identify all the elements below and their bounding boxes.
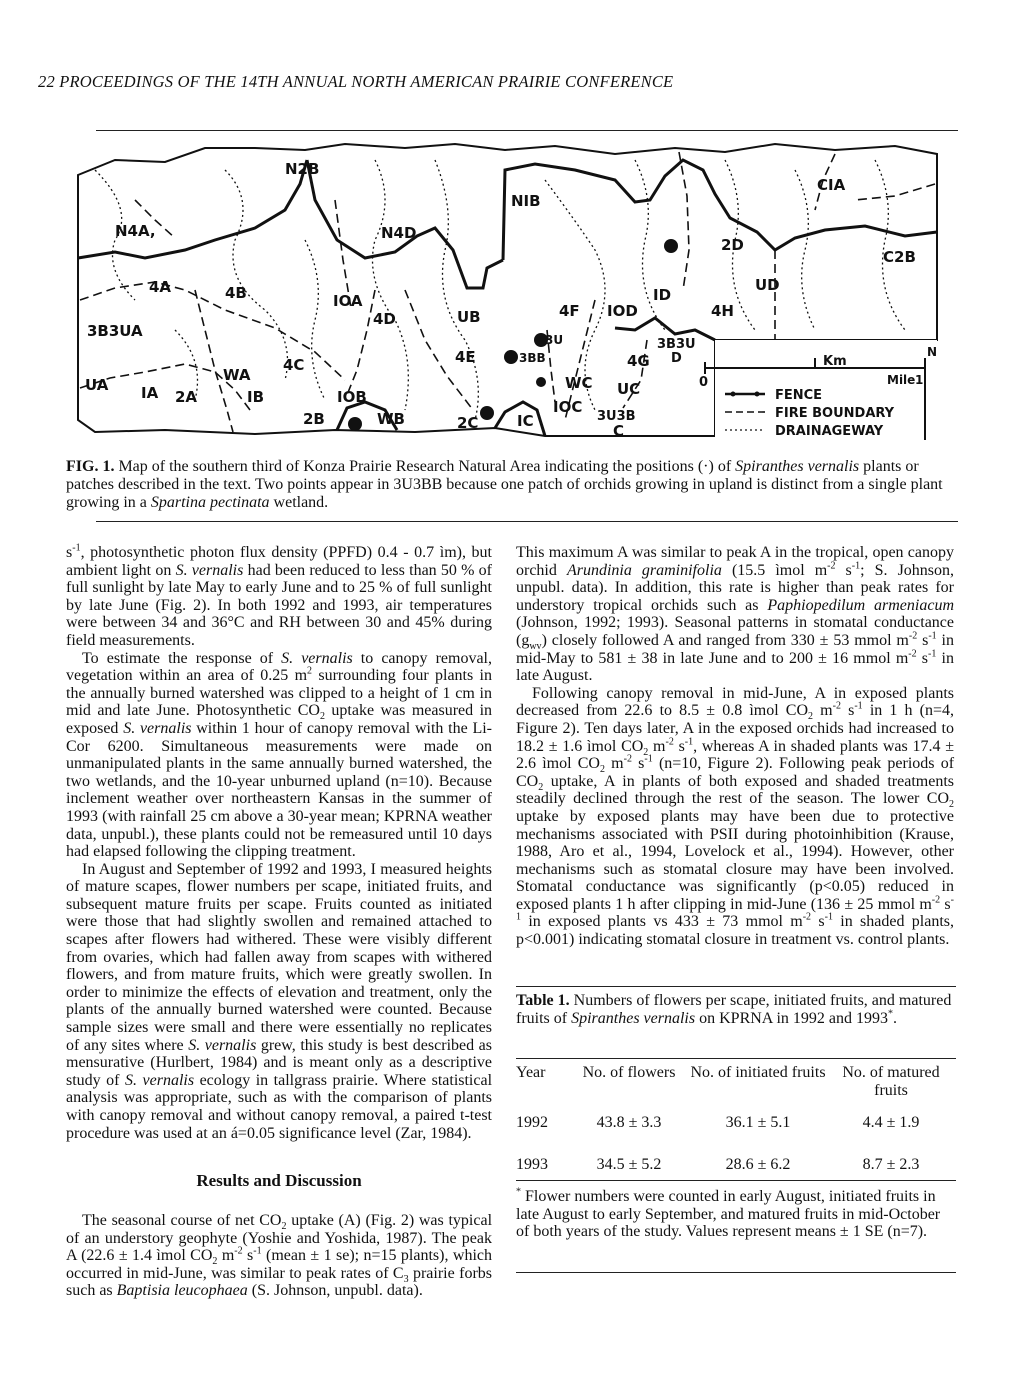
table-header-rule bbox=[516, 1058, 956, 1059]
map-label-wc: WC bbox=[565, 374, 593, 392]
map-label-n4d: N4D bbox=[381, 224, 417, 242]
scale-one: 1 bbox=[915, 373, 924, 387]
legend-fence: FENCE bbox=[775, 388, 823, 403]
orchid-point bbox=[536, 377, 546, 387]
paragraph: This maximum A was similar to peak A in the tropical, open canopy orchid Arundinia graminifolia (15.5 ìmol $m^{-2}$ $s^{-1}$; S. Johnson, unpubl. data). In addition, this rate is higher than peak rates for understory tropical orchids such as Paphiopedilum armeniacum (Johnson, 1992; 1993). Seasonal patterns in stomatal conductance $(g_{wv})$ closely followed A and ranged from 330 ± 53 mmol $m^{-2}$ $s^{-1}$ in mid-May to 581 ± 38 in late June and to 200 ± 16 mmol $m^{-2}$ $s^{-1}$ in late August. bbox=[516, 544, 955, 685]
table-end-rule bbox=[516, 1272, 956, 1273]
map-label-ua: UA bbox=[85, 376, 109, 394]
map-label-ub: UB bbox=[457, 308, 481, 326]
map-legend bbox=[699, 340, 937, 440]
figure-label: FIG. 1. bbox=[66, 458, 115, 475]
orchid-point bbox=[504, 350, 518, 364]
map-label-g4: 4G bbox=[627, 352, 650, 370]
table-row: 1993 34.5 ± 5.2 28.6 ± 6.2 8.7 ± 2.3 bbox=[516, 1156, 920, 1173]
map-label-a1: IA bbox=[141, 384, 159, 402]
caption-italic: Spartina pectinata bbox=[150, 494, 270, 511]
header-rule bbox=[96, 130, 958, 131]
map-label-cc: C bbox=[613, 422, 625, 440]
map-label-c4: 4C bbox=[283, 356, 305, 374]
map-label-h4: 4H bbox=[711, 302, 734, 320]
table-caption: Table 1. Numbers of flowers per scape, initiated fruits, and matured fruits of Spiranthes vernalis on KPRNA in 1992 and 1993*. bbox=[516, 992, 952, 1027]
col-header: No. of initiated fruits bbox=[690, 1064, 826, 1081]
table-footnote: * Flower numbers were counted in early August, initiated fruits in late August to early September, and matured fruits in mid-October of both years of the study. Values represent means ± 1 SE (n=7). bbox=[516, 1186, 941, 1241]
map-label-b1: IB bbox=[247, 388, 265, 406]
col-header: No. of flowers bbox=[582, 1064, 676, 1081]
data-table bbox=[516, 1064, 956, 1174]
orchid-point bbox=[480, 406, 494, 420]
map-label-u3: 3U bbox=[545, 333, 564, 347]
map-label-b3u: 3B3U bbox=[657, 337, 696, 352]
paragraph: The seasonal course of net $CO_2$ uptake (A) (Fig. 2) was typical of an understory geophyte (Yoshie and Yoshida, 1987). The peak A (22.6 ± 1.4 ìmol $CO_2$ $m^{-2}$ $s^{-1}$ (mean ± 1 se); n=15 plants), which occurred in mid-June, was similar to peak rates of $C_3$ prairie forbs such as Baptisia leucophaea (S. Johnson, unpubl. data). bbox=[66, 1212, 493, 1300]
map-label-b2: 2B bbox=[303, 410, 325, 428]
table-bottom-rule bbox=[516, 1180, 956, 1181]
col-header: No. of matured fruits bbox=[842, 1064, 940, 1099]
map-label-n2b: N2B bbox=[285, 160, 320, 178]
map-label-uc: UC bbox=[617, 380, 641, 398]
map-label-c1: IC bbox=[517, 412, 534, 430]
orchid-point bbox=[664, 239, 678, 253]
map-label-b4: 4B bbox=[225, 284, 247, 302]
scale-zero: 0 bbox=[699, 375, 709, 390]
figure-caption bbox=[66, 458, 958, 512]
table-top-rule bbox=[516, 986, 956, 987]
map-label-a2: 2A bbox=[175, 388, 198, 406]
map-label-b3ua: 3B3UA bbox=[87, 322, 143, 340]
map-label-c1a: CIA bbox=[817, 176, 846, 194]
konza-map-figure bbox=[75, 140, 960, 446]
map-label-d2: 2D bbox=[721, 236, 744, 254]
paragraph: Following canopy removal in mid-June, A in exposed plants decreased from 22.6 to 8.5 ± 0.8 ìmol $CO_2$ $m^{-2}$ $s^{-1}$ in 1 h (n=4, Figure 2). Ten days later, A in the exposed orchids had increased to 18.2 ± 1.6 ìmol $CO_2$ $m^{-2}$ $s^{-1}$, whereas A in shaded plants was 17.4 ± 2.6 ìmol $CO_2$ $m^{-2}$ $s^{-1}$ (n=10, Figure 2). Following peak periods of $CO_2$ uptake, A in plants of both exposed and shaded treatments steadily declined through the rest of the season. The lower $CO_2$ uptake by exposed plants may have been due to protective mechanisms associated with PSII during photoinhibition (Krause, 1988, Aro et al., 1994, Lovelock et al., 1994). However, other mechanisms such as stomatal closure may have been involved. Stomatal conductance was significantly (p<0.05) reduced in exposed plants 1 h after clipping in mid-June (136 ± 25 mmol $m^{-2}$ $s^{-1}$ in exposed plants vs 433 ± 73 mmol $m^{-2}$ $s^{-1}$ in shaded plants, p<0.001) indicating stomatal closure in treatment vs. control plants. bbox=[516, 684, 955, 949]
table-header-row bbox=[516, 1064, 956, 1100]
map-label-c2: 2C bbox=[457, 414, 479, 432]
map-label-d4: 4D bbox=[373, 310, 396, 328]
map-label-f4: 4F bbox=[559, 302, 580, 320]
north-label: N bbox=[927, 345, 938, 359]
map-label-wa: WA bbox=[223, 366, 251, 384]
col-header: Year bbox=[516, 1064, 546, 1081]
caption-italic: Spiranthes vernalis bbox=[735, 458, 860, 475]
map-label-c10: IOC bbox=[553, 398, 583, 416]
konza-map bbox=[75, 140, 960, 446]
section-heading: Results and Discussion bbox=[196, 1171, 362, 1190]
map-label-ud: UD bbox=[755, 276, 780, 294]
caption-rule bbox=[96, 521, 958, 522]
map-label-n1b: NIB bbox=[511, 192, 541, 210]
map-label-c2b: C2B bbox=[883, 248, 916, 266]
scale-km: Km bbox=[823, 354, 847, 369]
caption-text: plants or patches described in the text. Two points appear in 3U3BB because one patch of orchids growing in upland is distinct from a single plant growing in a bbox=[66, 458, 943, 511]
orchid-point bbox=[348, 417, 362, 431]
caption-text: wetland. bbox=[269, 494, 329, 511]
map-label-a10: IOA bbox=[333, 292, 363, 310]
map-label-n4a: N4A, bbox=[115, 222, 156, 240]
fence-line bbox=[78, 160, 307, 258]
map-label-e4: 4E bbox=[455, 348, 476, 366]
map-label-bb3: 3BB bbox=[519, 351, 546, 365]
left-column-results bbox=[66, 1212, 492, 1300]
legend-fire-boundary: FIRE BOUNDARY bbox=[775, 406, 895, 421]
map-label-b10: IOB bbox=[337, 388, 367, 406]
orchid-positions bbox=[348, 239, 678, 431]
fence-line bbox=[503, 160, 937, 260]
right-column bbox=[516, 544, 954, 949]
legend-drainageway: DRAINAGEWAY bbox=[775, 424, 884, 439]
paragraph: In August and September of 1992 and 1993, I measured heights of mature scapes, flower numbers per scape, initiated fruits, and subsequent mature fruits per scape. Fruits counted as initiated were those that had slightly swollen and remained attached to scapes after flowers had withered. These were visibly different from ovaries, which had fallen away from scapes with withered flowers, and from mature fruits, which were greatly swollen. In order to minimize the effects of elevation and treatment, only the plants of the annually burned watershed were counted. Because sample sizes were small and there were essentially no replicates of any sites where S. vernalis grew, this study is best described as mensurative (Hurlbert, 1984) and is meant only as a descriptive study of S. vernalis ecology in tallgrass prairie. Where statistical analysis was appropriate, such as with the comparison of plants with canopy removal and without canopy removal, a paired t-test procedure was used at an á=0.05 significance level (Zar, 1984). bbox=[66, 860, 493, 1142]
map-label-d: D bbox=[671, 351, 682, 366]
map-label-d1: ID bbox=[653, 286, 672, 304]
map-label-d10: IOD bbox=[607, 302, 638, 320]
paragraph: $s^{-1}$, photosynthetic photon flux density (PPFD) 0.4 - 0.7 ìm), but ambient light on S. vernalis had been reduced to less than 50 % of full sunlight by late May to early June and to 25 % of full sunlight by late June (Fig. 2). In both 1992 and 1993, air temperatures were between 34 and 36°C and RH between 30 and 45% during field measurements. bbox=[66, 542, 493, 649]
running-header: 22 PROCEEDINGS OF THE 14TH ANNUAL NORTH AMERICAN PRAIRIE CONFERENCE bbox=[38, 72, 674, 91]
left-column bbox=[66, 544, 492, 1142]
table-row: 1992 43.8 ± 3.3 36.1 ± 5.1 4.4 ± 1.9 bbox=[516, 1114, 920, 1131]
scale-mile: Mile bbox=[887, 373, 916, 387]
map-label-wb: WB bbox=[377, 410, 405, 428]
caption-text: Map of the southern third of Konza Prairie Research Natural Area indicating the positions (·) of bbox=[114, 458, 736, 475]
paragraph: To estimate the response of S. vernalis to canopy removal, vegetation within an area of 0.25 $m^2$ surrounding four plants in the annually burned watershed was clipped to a height of 1 cm in mid and late June. Photosynthetic $CO_2$ uptake was measured in exposed S. vernalis within 1 hour of canopy removal with the Li-Cor 6200. Simultaneous measurements were made on unmanipulated plants in the same annually burned watershed, the two wetlands, and the 10-year unburned upland (n=10). Because inclement weather over northeastern Kansas in the summer of 1993 (with rainfall 25 cm above a 30-year mean; KPRNA weather data, unpubl.), these plants could not be remeasured until 10 days had elapsed following the clipping treatment. bbox=[66, 649, 493, 861]
table-label: Table 1. bbox=[516, 992, 570, 1009]
map-label-a4: 4A bbox=[149, 278, 172, 296]
map-label-b3u3: 3U3B bbox=[597, 409, 636, 424]
